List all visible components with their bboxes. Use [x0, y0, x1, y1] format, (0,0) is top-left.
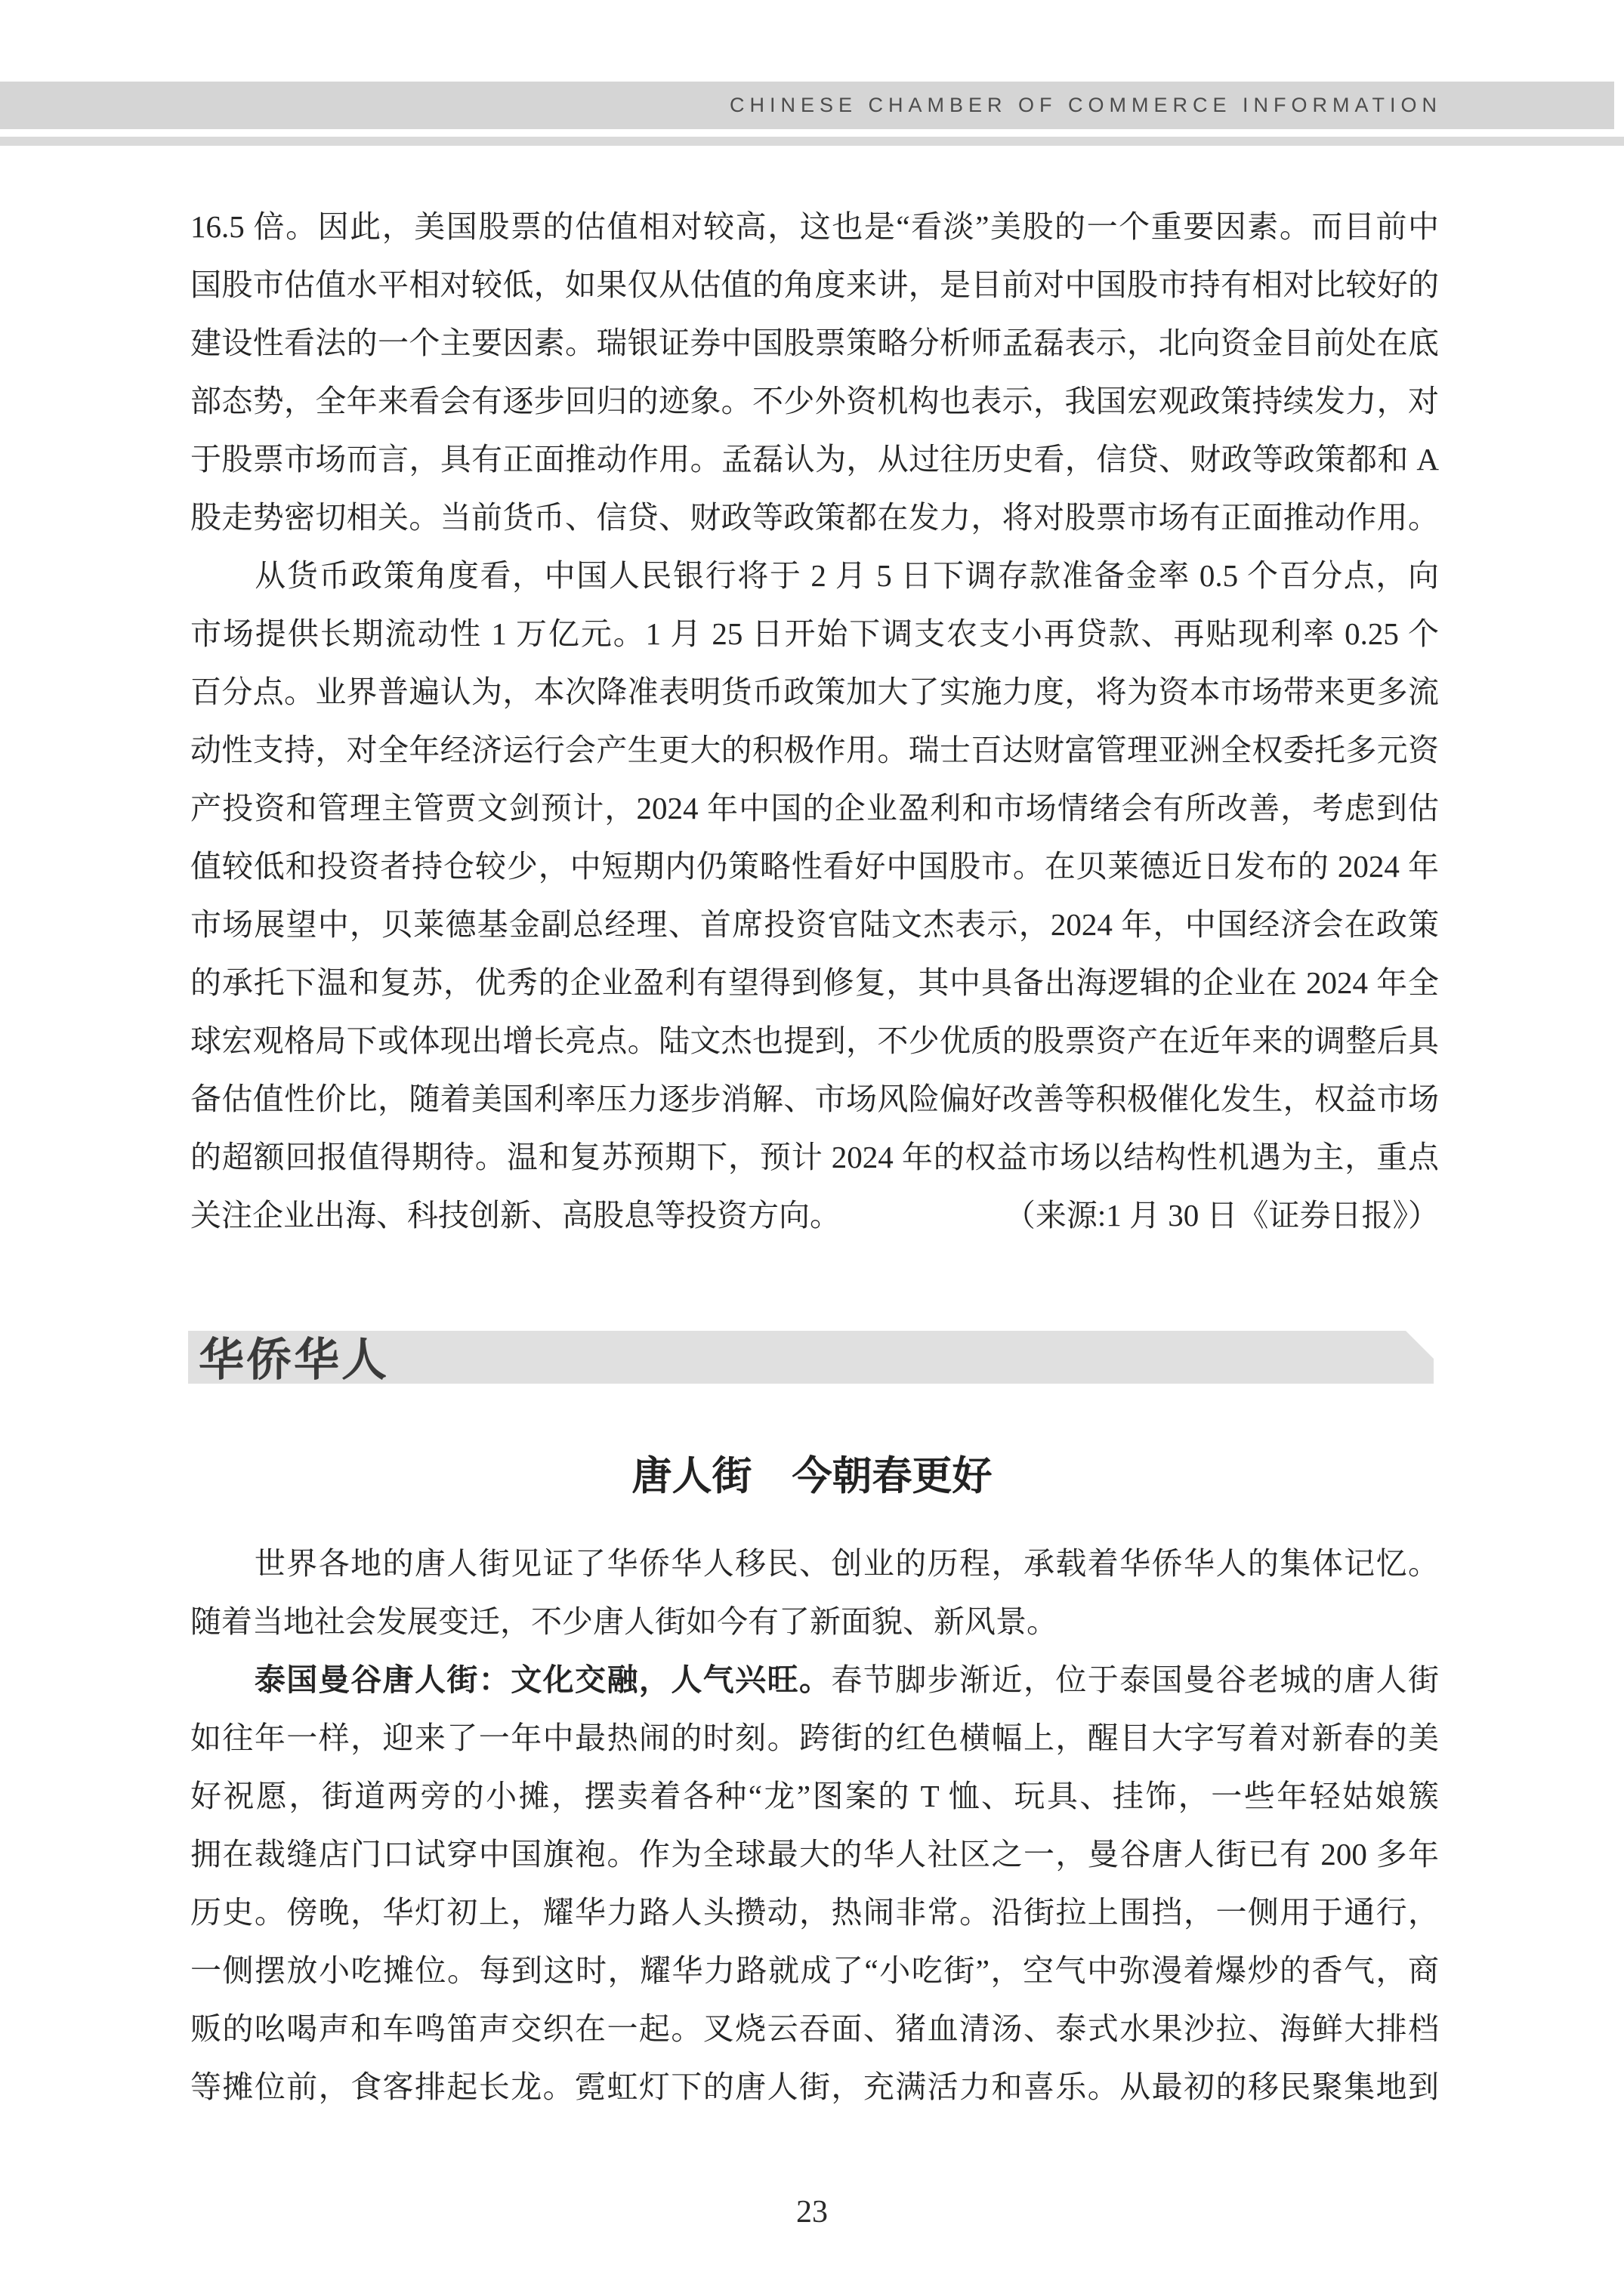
article1-source-note: （来源:1 月 30 日《证券日报》）: [1004, 1198, 1439, 1233]
indent: [190, 1662, 255, 1697]
text-line: 备估值性价比，随着美国利率压力逐步消解、市场风险偏好改善等积极催化发生，权益市场: [190, 1082, 1439, 1116]
text-line: 世界各地的唐人街见证了华侨华人移民、创业的历程，承载着华侨华人的集体记忆。: [190, 1546, 1439, 1581]
article2-paragraph1: [190, 1535, 1439, 1651]
article1-paragraph1: [190, 198, 1439, 547]
text-line: 一侧摆放小吃摊位。每到这时，耀华力路就成了“小吃街”，空气中弥漫着爆炒的香气，商: [190, 1953, 1439, 1988]
article2-paragraph2-firstline: [190, 1651, 1439, 1709]
text-line: 百分点。业界普遍认为，本次降准表明货币政策加大了实施力度，将为资本市场带来更多流: [190, 674, 1439, 709]
article1-body: [190, 198, 1439, 1245]
text-line: 历史。傍晚，华灯初上，耀华力路人头攒动，热闹非常。沿街拉上围挡，一侧用于通行，: [190, 1895, 1439, 1930]
text-line: 16.5 倍。因此，美国股票的估值相对较高，这也是“看淡”美股的一个重要因素。而目前中: [190, 209, 1439, 244]
header-divider-bar: [0, 137, 1624, 146]
section-title: 华侨华人: [199, 1335, 389, 1385]
header-banner-text: CHINESE CHAMBER OF COMMERCE INFORMATION: [729, 94, 1442, 116]
text-line: 从货币政策角度看，中国人民银行将于 2 月 5 日下调存款准备金率 0.5 个百分点，向: [190, 558, 1439, 593]
text-line: 球宏观格局下或体现出增长亮点。陆文杰也提到，不少优质的股票资产在近年来的调整后具: [190, 1023, 1439, 1058]
header-banner: [0, 82, 1614, 129]
text-line: 部态势，全年来看会有逐步回归的迹象。不少外资机构也表示，我国宏观政策持续发力，对: [190, 384, 1439, 418]
article1-lastline-text: 关注企业出海、科技创新、高股息等投资方向。: [190, 1198, 841, 1233]
article2-paragraph2: [190, 1709, 1439, 2116]
paragraph-lead-rest: 春节脚步渐近，位于泰国曼谷老城的唐人街: [831, 1662, 1439, 1697]
text-line: 拥在裁缝店门口试穿中国旗袍。作为全球最大的华人社区之一，曼谷唐人街已有 200 多年: [190, 1837, 1439, 1872]
text-line: 好祝愿，街道两旁的小摊，摆卖着各种“龙”图案的 T 恤、玩具、挂饰，一些年轻姑娘簇: [190, 1779, 1439, 1813]
article1-paragraph2-lastline: [190, 1187, 1439, 1245]
text-line: 等摊位前，食客排起长龙。霓虹灯下的唐人街，充满活力和喜乐。从最初的移民聚集地到: [190, 2069, 1439, 2104]
article2-title: 唐人街 今朝春更好: [631, 1454, 993, 1498]
text-line: 随着当地社会发展变迁，不少唐人街如今有了新面貌、新风景。: [190, 1604, 1057, 1639]
text-line: 市场提供长期流动性 1 万亿元。1 月 25 日开始下调支农支小再贷款、再贴现利率 0.25 个: [190, 616, 1439, 651]
text-line: 值较低和投资者持仓较少，中短期内仍策略性看好中国股市。在贝莱德近日发布的 2024 年: [190, 849, 1439, 884]
text-line: 的超额回报值得期待。温和复苏预期下，预计 2024 年的权益市场以结构性机遇为主，重点: [190, 1140, 1439, 1174]
text-line: 市场展望中，贝莱德基金副总经理、首席投资官陆文杰表示，2024 年，中国经济会在政策: [190, 907, 1439, 942]
text-line: 建设性看法的一个主要因素。瑞银证券中国股票策略分析师孟磊表示，北向资金目前处在底: [190, 326, 1439, 360]
page-number: 23: [796, 2195, 828, 2230]
text-line: 国股市估值水平相对较低，如果仅从估值的角度来讲，是目前对中国股市持有相对比较好的: [190, 267, 1439, 302]
text-line: 动性支持，对全年经济运行会产生更大的积极作用。瑞士百达财富管理亚洲全权委托多元资: [190, 733, 1439, 767]
text-line: 的承托下温和复苏，优秀的企业盈利有望得到修复，其中具备出海逻辑的企业在 2024 年全: [190, 965, 1439, 1000]
paragraph-lead-bold: 泰国曼谷唐人街：文化交融，人气兴旺。: [254, 1662, 832, 1697]
text-line: 贩的吆喝声和车鸣笛声交织在一起。叉烧云吞面、猪血清汤、泰式水果沙拉、海鲜大排档: [190, 2011, 1439, 2046]
article2-body: [190, 1535, 1439, 2116]
text-line: 产投资和管理主管贾文剑预计，2024 年中国的企业盈利和市场情绪会有所改善，考虑到估: [190, 791, 1439, 826]
text-line: 如往年一样，迎来了一年中最热闹的时刻。跨街的红色横幅上，醒目大字写着对新春的美: [190, 1721, 1439, 1755]
text-line: 于股票市场而言，具有正面推动作用。孟磊认为，从过往历史看，信贷、财政等政策都和 A: [190, 442, 1439, 477]
text-line: 股走势密切相关。当前货币、信贷、财政等政策都在发力，将对股票市场有正面推动作用。: [190, 500, 1439, 535]
article1-paragraph2: [190, 547, 1439, 1187]
